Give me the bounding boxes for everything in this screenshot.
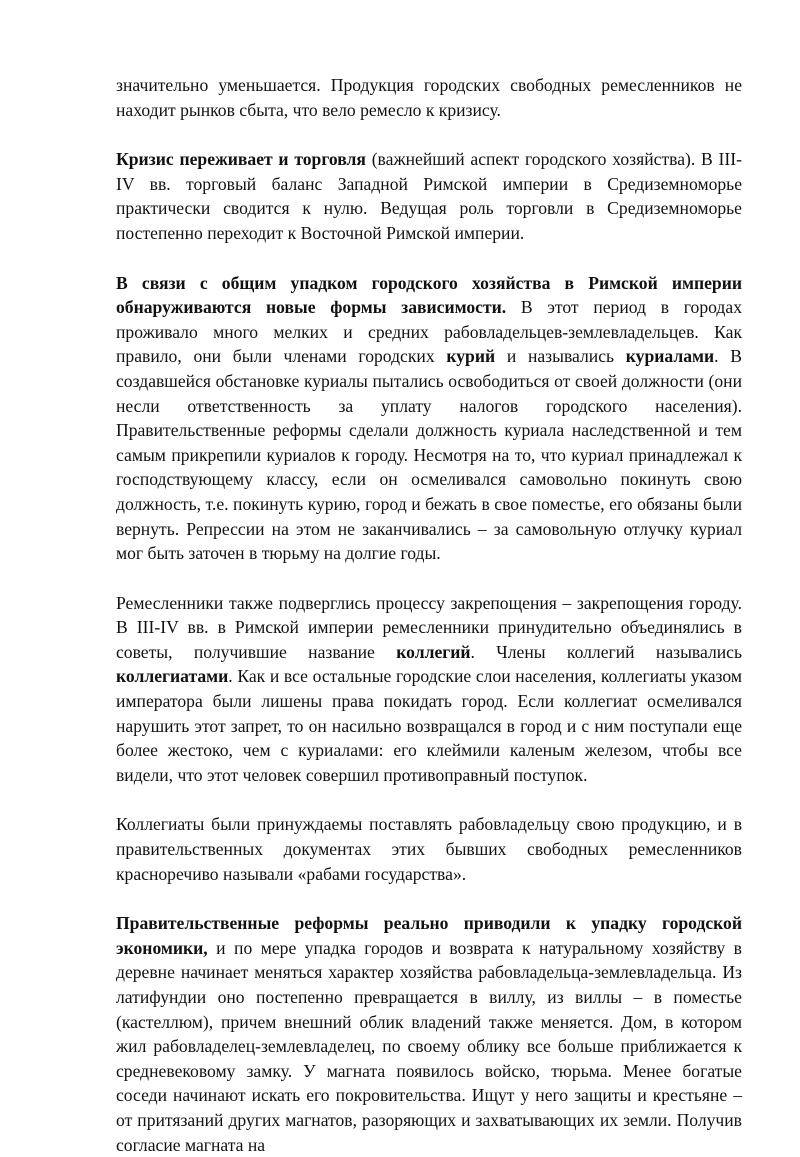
paragraph-2	[116, 147, 742, 245]
bold-segment: Правительственные реформы реально приводили к упадку городской экономики,	[116, 913, 742, 958]
text-segment: . В создавшейся обстановке куриалы пытались освободиться от своей должности (они несли ответственность за уплату налогов городского населения). Правительственные реформы сделали должность куриала наследственной и тем самым прикрепили куриалов к городу. Несмотря на то, что куриал принадлежал к господствующему классу, если он осмеливался самовольно покинуть свою должность, т.е. покинуть курию, город и бежать в свое поместье, его обязаны были вернуть. Репрессии на этом не заканчивались – за самовольную отлучку куриал мог быть заточен в тюрьму на долгие годы.	[116, 346, 742, 564]
term-collegia: коллегий	[396, 641, 471, 662]
text-segment: . Как и все остальные городские слои населения, коллегиаты указом императора были лишены права покидать город. Если коллегиат осмеливался нарушить этот запрет, то он насильно возвращался в город и с ним поступали еще более жестоко, чем с куриалами: его клеймили каленым железом, чтобы все видели, что этот человек совершил противоправный поступок.	[116, 666, 742, 785]
text-segment: и по мере упадка городов и возврата к натуральному хозяйству в деревне начинает меняться характер хозяйства рабовладельца-землевладельца. Из латифундии оно постепенно превращается в виллу, из виллы – в поместье (кастеллюм), причем внешний облик владений также меняется. Дом, в котором жил рабовладелец-землевладелец, по своему облику все больше приближается к средневековому замку. У магната появилось войско, тюрьма. Менее богатые соседи начинают искать его покровительства. Ищут у него защиты и крестьяне – от притязаний других магнатов, разоряющих и захватывающих их земли. Получив согласие магната на	[116, 937, 742, 1155]
text-segment: Коллегиаты были принуждаемы поставлять рабовладельцу свою продукцию, и в правительственных документах этих бывших свободных ремесленников красноречиво называли «рабами государства».	[116, 814, 742, 884]
bold-segment: В связи с общим упадком городского хозяйства в Римской империи обнаруживаются новые формы зависимости.	[116, 272, 742, 318]
bold-segment: Кризис переживает и торговля	[116, 149, 366, 170]
paragraph-6	[116, 911, 742, 1157]
term-collegiati: коллегиатами	[116, 666, 229, 687]
paragraph-3	[116, 271, 742, 566]
text-segment: Ремесленники также подверглись процессу закрепощения – закрепощения городу. В III-IV вв. в Римской империи ремесленники принудительно объединялись в советы, получившие название	[116, 592, 742, 662]
text-segment: В этот период в городах проживало много мелких и средних рабовладельцев-землевладельцев. Как правило, они были членами городских	[116, 297, 742, 367]
paragraph-1	[116, 73, 742, 122]
text-segment: (важнейший аспект городского хозяйства). В III-IV вв. торговый баланс Западной Римской империи в Средиземноморье практически сводится к нулю. Ведущая роль торговли в Средиземноморье постепенно переходит к Восточной Римской империи.	[116, 149, 742, 243]
text-segment: значительно уменьшается. Продукция городских свободных ремесленников не находит рынков сбыта, что вело ремесло к кризису.	[116, 75, 742, 120]
term-curiales: куриалами	[625, 346, 715, 367]
paragraph-5	[116, 812, 742, 886]
text-segment: . Члены коллегий назывались	[470, 641, 742, 662]
paragraph-4	[116, 591, 742, 788]
text-segment: и назывались	[495, 346, 626, 367]
term-curia: курий	[446, 346, 496, 367]
